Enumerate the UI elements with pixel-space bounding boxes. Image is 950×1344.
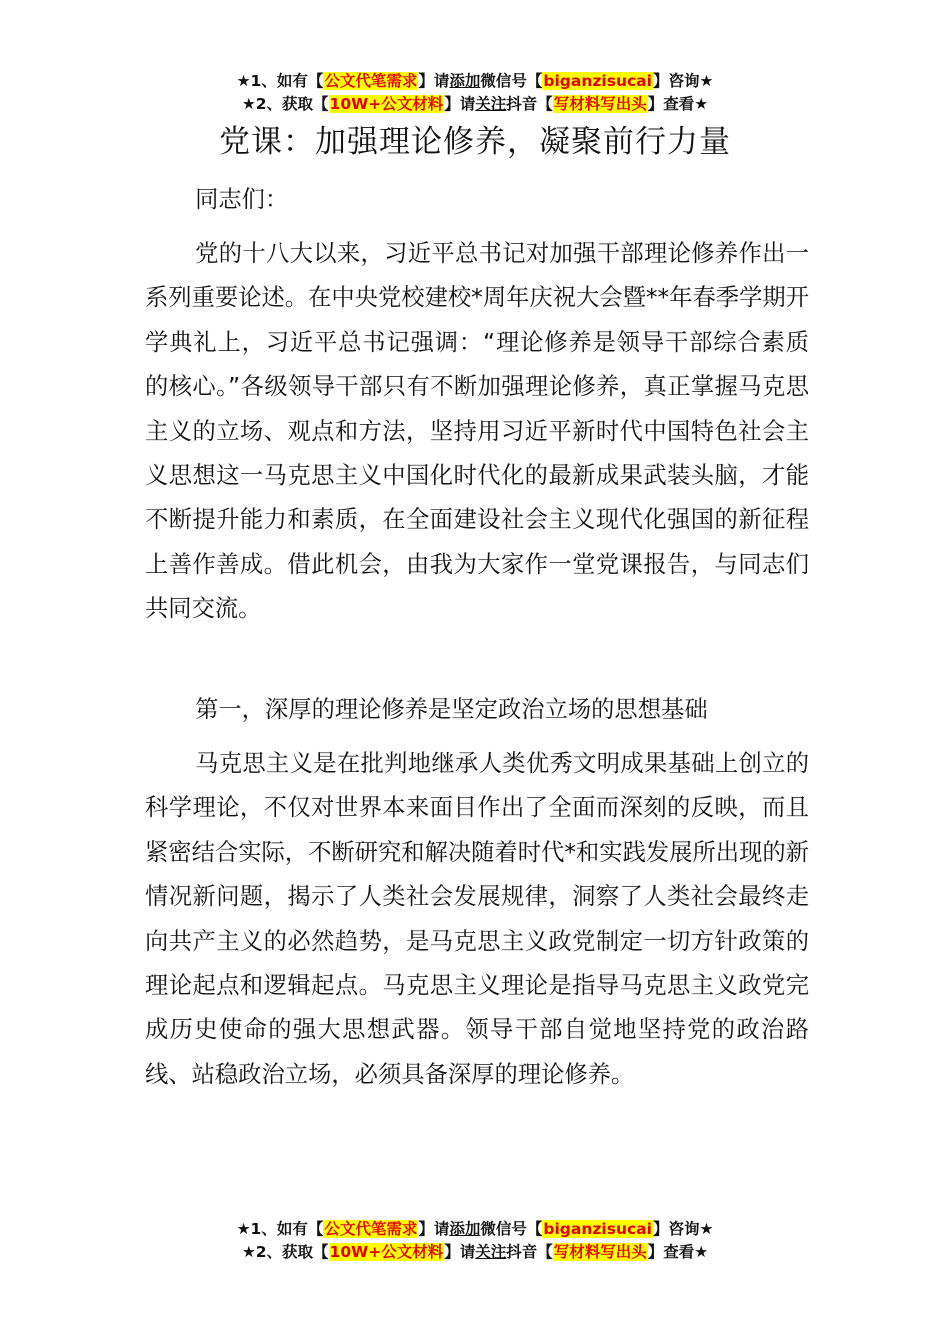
highlight-wechat-id: biganzisucai: [543, 1220, 652, 1238]
salutation-text: 同志们：: [195, 186, 289, 213]
highlight-materials: 10W+公文材料: [329, 1243, 444, 1261]
paragraph-intro: [145, 232, 809, 632]
section-heading-1-text: 第一，深厚的理论修养是坚定政治立场的思想基础: [195, 696, 708, 723]
banner-line-2: ★2、获取【10W+公文材料】请关注抖音【写材料写出头】查看★: [241, 1243, 709, 1261]
highlight-service: 公文代笔需求: [324, 1220, 418, 1238]
banner-line-1: ★1、如有【公文代笔需求】请添加微信号【biganzisucai】咨询★: [236, 72, 714, 90]
header-banner: [0, 70, 950, 116]
banner-line-1: ★1、如有【公文代笔需求】请添加微信号【biganzisucai】咨询★: [236, 1220, 714, 1238]
highlight-douyin-name: 写材料写出头: [553, 95, 647, 113]
footer-banner: [0, 1218, 950, 1264]
salutation: [145, 178, 809, 222]
banner-line-2: ★2、获取【10W+公文材料】请关注抖音【写材料写出头】查看★: [241, 95, 709, 113]
highlight-wechat-id: biganzisucai: [543, 72, 652, 90]
highlight-materials: 10W+公文材料: [329, 95, 444, 113]
document-title: 党课：加强理论修养，凝聚前行力量: [219, 124, 731, 160]
section-heading-1: [145, 688, 809, 732]
highlight-service: 公文代笔需求: [324, 72, 418, 90]
paragraph-section-1: [145, 742, 809, 1097]
highlight-douyin-name: 写材料写出头: [553, 1243, 647, 1261]
paragraph-section-1-text: 马克思主义是在批判地继承人类优秀文明成果基础上创立的科学理论，不仅对世界本来面目作出了全面而深刻的反映，而且紧密结合实际，不断研究和解决随着时代*和实践发展所出现的新情况新问题，揭示了人类社会发展规律，洞察了人类社会最终走向共产主义的必然趋势，是马克思主义政党制定一切方针政策的理论起点和逻辑起点。马克思主义理论是指导马克思主义政党完成历史使命的强大思想武器。领导干部自觉地坚持党的政治路线、站稳政治立场，必须具备深厚的理论修养。: [145, 750, 809, 1088]
paragraph-intro-text: 党的十八大以来，习近平总书记对加强干部理论修养作出一系列重要论述。在中央党校建校*周年庆祝大会暨**年春季学期开学典礼上，习近平总书记强调：“理论修养是领导干部综合素质的核心。”各级领导干部只有不断加强理论修养，真正掌握马克思主义的立场、观点和方法，坚持用习近平新时代中国特色社会主义思想这一马克思主义中国化时代化的最新成果武装头脑，才能不断提升能力和素质，在全面建设社会主义现代化强国的新征程上善作善成。借此机会，由我为大家作一堂党课报告，与同志们共同交流。: [145, 240, 809, 623]
